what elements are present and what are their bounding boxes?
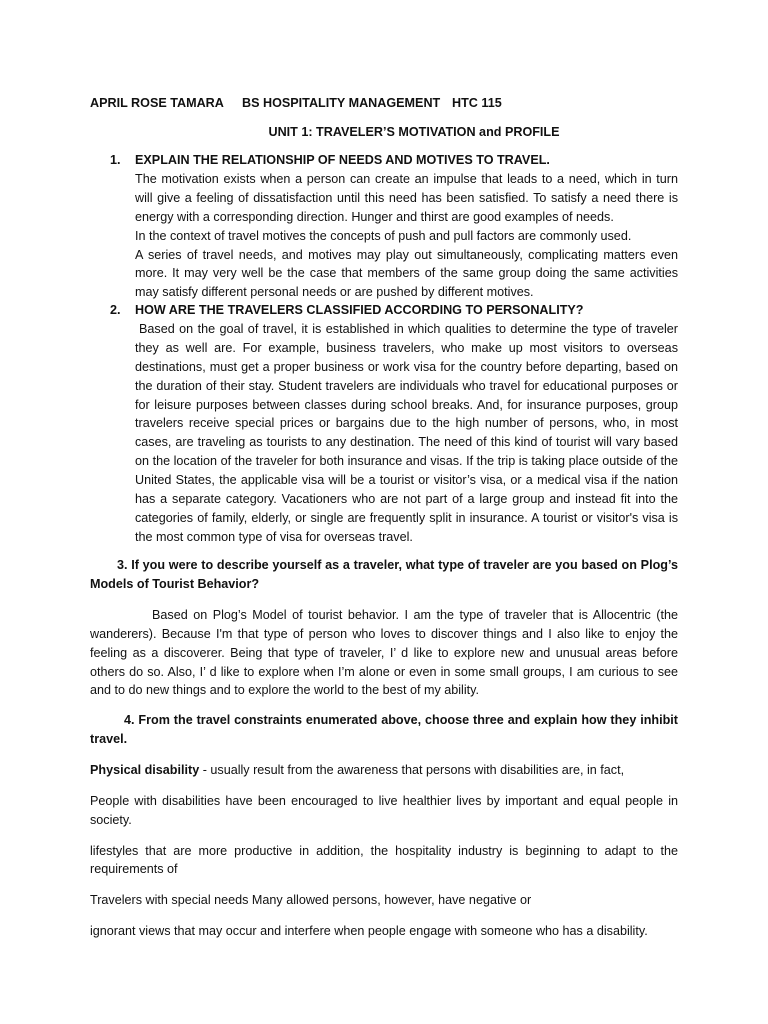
course-name: BS HOSPITALITY MANAGEMENT bbox=[242, 96, 441, 110]
physical-disability-term: Physical disability bbox=[90, 762, 200, 777]
answer-paragraph: Based on the goal of travel, it is established in which qualities to determine the type of traveler they as well are. For example, business travelers, who make up most visitors to overseas destinations, must get a proper business or work visa for the country before departing, based on the duration of their stay. Student travelers are individuals who travel for educational purposes or for leisure purposes between classes during school breaks. And, for insurance purposes, group travelers receive special prices or bargains due to the high number of persons, who, in most cases, are traveling as tourists to any destination. The need of this kind of tourist will vary based on the location of the traveler for both insurance and visas. If the trip is taking place outside of the United States, the applicable visa will be a tourist or visitor’s visa, or a medical visa if the nation has a separate category. Vacationers who are not part of a large group and instead fit into the categories of family, elderly, or single are frequently split in insurance. A tourist or visitor's visa is the most common type of visa for overseas travel. bbox=[135, 321, 678, 544]
physical-disability-paragraph bbox=[90, 761, 678, 780]
question-2-heading: HOW ARE THE TRAVELERS CLASSIFIED ACCORDING TO PERSONALITY? bbox=[135, 303, 584, 317]
question-2-answer bbox=[135, 320, 678, 547]
unit-title: UNIT 1: TRAVELER’S MOTIVATION and PROFILE bbox=[268, 125, 560, 139]
question-1-answer bbox=[135, 170, 678, 302]
question-4-heading: 4. From the travel constraints enumerated above, choose three and explain how they inhibit travel. bbox=[90, 713, 678, 746]
question-3-answer: Based on Plog’s Model of tourist behavior. I am the type of traveler that is Allocentric (the wanderers). Because I'm that type of person who loves to discover things and I also like to enjoy the feeling as a discoverer. Being that type of traveler, I’ d like to explore new and unusual areas before others do so. Also, I’ d like to explore when I’m alone or even in some small groups, I am curious to see and to do new things and to explore the world to the best of my ability. bbox=[90, 607, 678, 698]
document-header bbox=[90, 94, 502, 113]
disability-line: Travelers with special needs Many allowed persons, however, have negative or bbox=[90, 893, 532, 908]
physical-disability-text: - usually result from the awareness that persons with disabilities are, in fact, bbox=[199, 762, 625, 777]
answer-paragraph: The motivation exists when a person can create an impulse that leads to a need, which in turn will give a feeling of dissatisfaction until this need has been satisfied. To satisfy a need there is energy with a corresponding direction. Hunger and thirst are good examples of needs. bbox=[135, 171, 678, 224]
question-1 bbox=[110, 151, 678, 302]
student-name: APRIL ROSE TAMARA bbox=[90, 96, 224, 110]
question-1-number: 1. bbox=[110, 153, 121, 167]
question-4 bbox=[90, 711, 678, 941]
question-2-number: 2. bbox=[110, 303, 121, 317]
disability-line: People with disabilities have been encouraged to live healthier lives by important and equal people in society. bbox=[90, 793, 678, 827]
disability-line: ignorant views that may occur and interfere when people engage with someone who has a disability. bbox=[90, 924, 648, 939]
question-3-heading: 3. If you were to describe yourself as a traveler, what type of traveler are you based on Plog’s Models of Tourist Behavior? bbox=[90, 558, 678, 591]
question-2 bbox=[110, 301, 678, 547]
disability-line: lifestyles that are more productive in addition, the hospitality industry is beginning to adapt to the requirements of bbox=[90, 843, 678, 877]
course-code: HTC 115 bbox=[452, 96, 502, 110]
question-1-heading: EXPLAIN THE RELATIONSHIP OF NEEDS AND MOTIVES TO TRAVEL. bbox=[135, 153, 550, 167]
answer-paragraph: A series of travel needs, and motives may play out simultaneously, complicating matters even more. It may very well be the case that members of the same group doing the same activities may satisfy different personal needs or are pushed by different motives. bbox=[135, 247, 678, 300]
answer-paragraph: In the context of travel motives the concepts of push and pull factors are commonly used. bbox=[135, 228, 632, 243]
question-3 bbox=[90, 556, 678, 700]
